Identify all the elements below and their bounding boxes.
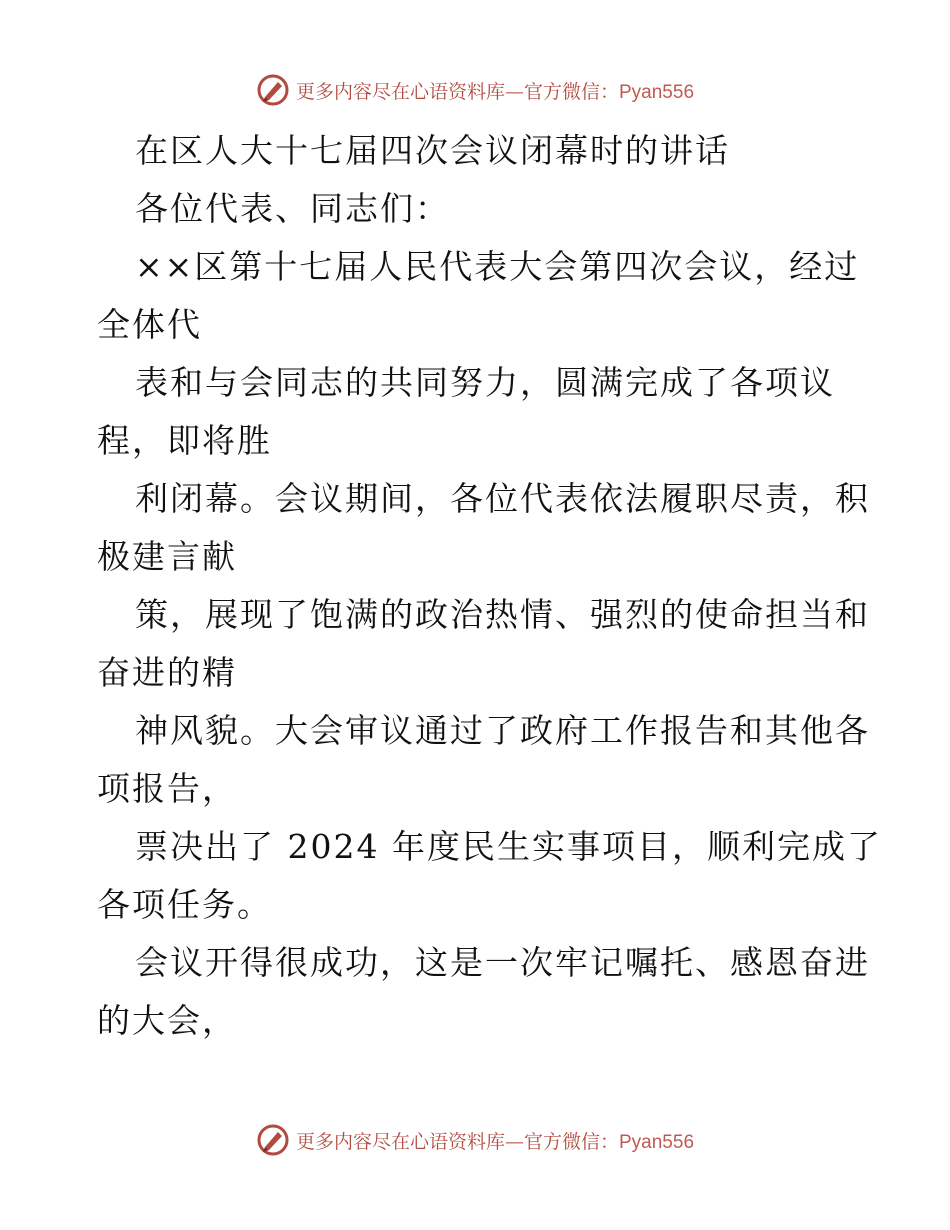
text-line: 神风貌。大会审议通过了政府工作报告和其他各 [135, 711, 870, 750]
text-line: 表和与会同志的共同努力，圆满完成了各项议 [135, 363, 835, 402]
header-banner-dash: — [504, 80, 524, 103]
text-line: 各项任务。 [97, 885, 272, 924]
text-line: 会议开得很成功，这是一次牢记嘱托、感恩奋进 [135, 943, 870, 982]
footer-banner-text [296, 1127, 694, 1154]
text-line: 票决出了 2024 年度民生实事项目，顺利完成了 [135, 827, 882, 866]
footer-banner-main: 更多内容尽在心语资料库 [295, 1130, 505, 1153]
text-line: 利闭幕。会议期间，各位代表依法履职尽责，积 [135, 479, 870, 518]
header-banner-text [296, 77, 694, 104]
text-line: ××区第十七届人民代表大会第四次会议，经过 [135, 247, 860, 286]
text-line: 策，展现了饱满的政治热情、强烈的使命担当和 [135, 595, 870, 634]
document-title: 在区人大十七届四次会议闭幕时的讲话 [135, 131, 730, 170]
pen-seal-icon [256, 73, 290, 107]
text-line: 程，即将胜 [97, 421, 272, 460]
document-body [97, 122, 882, 1050]
salutation: 各位代表、同志们： [135, 189, 450, 228]
text-line: 极建言献 [97, 537, 237, 576]
text-line: 全体代 [97, 305, 202, 344]
header-banner-wechat-id: Pyan556 [619, 81, 695, 103]
header-banner-main: 更多内容尽在心语资料库 [295, 80, 505, 103]
text-line: 项报告， [97, 769, 237, 808]
header-banner-wechat-label: 官方微信： [523, 80, 619, 103]
footer-banner-wechat-id: Pyan556 [619, 1131, 695, 1153]
pen-seal-icon [256, 1123, 290, 1157]
text-line: 的大会， [97, 1001, 237, 1040]
footer-banner [0, 1120, 950, 1160]
header-banner [0, 70, 950, 110]
text-line: 奋进的精 [97, 653, 237, 692]
footer-banner-wechat-label: 官方微信： [523, 1130, 619, 1153]
footer-banner-dash: — [504, 1130, 524, 1153]
